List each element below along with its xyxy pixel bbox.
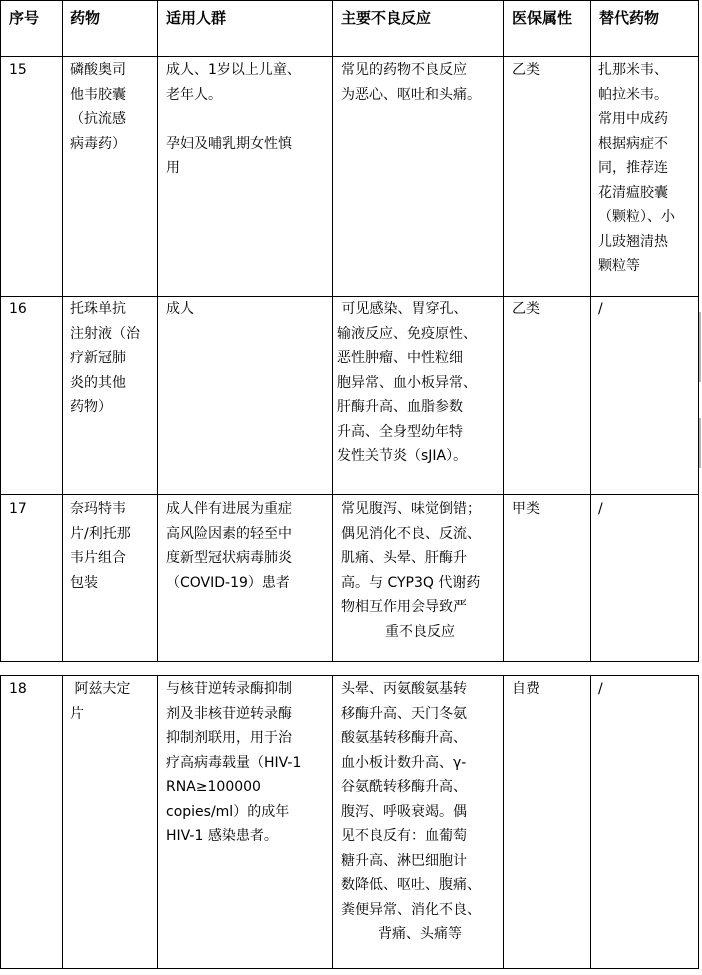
text-line: 胞异常、血小板异常、 bbox=[337, 374, 477, 391]
text-line: 抑制剂联用，用于治 bbox=[166, 730, 292, 746]
text-line: 阿兹夫定 bbox=[70, 681, 131, 697]
text-line: copies/ml）的成年 bbox=[166, 803, 290, 820]
text-line: （颗粒）、小 bbox=[598, 209, 675, 225]
adverse-reactions bbox=[341, 497, 499, 644]
text-line: 肌痛、头晕、肝酶升 bbox=[341, 550, 467, 566]
text-line: 移酶升高、天门冬氨 bbox=[341, 705, 467, 722]
text-line: 用 bbox=[166, 160, 180, 176]
header-alternative: 替代药物 bbox=[599, 9, 660, 27]
text-line: 剂及非核苷逆转录酶 bbox=[166, 705, 292, 722]
col-rule bbox=[332, 675, 333, 969]
rule-16 bbox=[0, 494, 698, 495]
text-line: 花清瘟胶囊 bbox=[598, 184, 668, 201]
drug-name bbox=[70, 677, 130, 726]
insurance-status: 乙类 bbox=[512, 62, 540, 78]
header-no: 序号 bbox=[9, 9, 40, 27]
drug-name bbox=[70, 497, 131, 595]
text-line: 奈玛特韦 bbox=[70, 501, 126, 517]
rule-bottom bbox=[0, 968, 698, 969]
col-rule bbox=[0, 0, 1, 662]
col-rule bbox=[332, 0, 333, 662]
text-line: 头晕、丙氨酸氨基转 bbox=[341, 681, 467, 697]
header-insurance: 医保属性 bbox=[512, 9, 573, 27]
text-line: 片/利托那 bbox=[70, 525, 131, 542]
text-line: 恶性肿瘤、中性粒细 bbox=[337, 350, 463, 366]
population bbox=[166, 677, 301, 849]
text-line bbox=[166, 107, 301, 132]
edge-mark bbox=[699, 312, 701, 382]
text-line: 谷氨酰转移酶升高、 bbox=[341, 779, 467, 795]
text-line: 同，推荐连 bbox=[598, 160, 668, 176]
text-line: 炎的其他 bbox=[70, 374, 126, 391]
text-line: 老年人。 bbox=[166, 86, 222, 103]
text-line: 酸氨基转移酶升高、 bbox=[341, 730, 467, 746]
text-line: （COVID-19）患者 bbox=[166, 574, 290, 591]
text-line: 疗新冠肺 bbox=[70, 350, 126, 366]
text-line: 输液反应、免疫原性、 bbox=[337, 325, 477, 342]
text-line: 常见腹泻、味觉倒错； bbox=[341, 501, 481, 517]
row-number: 15 bbox=[9, 62, 27, 78]
text-line: / bbox=[598, 681, 603, 697]
text-line: 孕妇及哺乳期女性慎 bbox=[166, 135, 292, 152]
text-line: / bbox=[598, 501, 603, 517]
rule-header bbox=[0, 56, 698, 57]
text-line: RNA≥100000 bbox=[166, 779, 261, 795]
text-line: 糖升高、淋巴细胞计 bbox=[341, 852, 467, 869]
insurance-status: 乙类 bbox=[512, 301, 540, 317]
text-line: HIV-1 感染患者。 bbox=[166, 828, 278, 844]
text-line: 见不良反有：血葡萄 bbox=[341, 828, 467, 844]
text-line: 为恶心、呕吐和头痛。 bbox=[341, 86, 481, 103]
text-line: 儿豉翘清热 bbox=[598, 233, 668, 250]
text-line: 包装 bbox=[70, 574, 98, 591]
header-adverse-reactions: 主要不良反应 bbox=[341, 9, 432, 27]
row-number: 16 bbox=[9, 301, 27, 317]
text-line: 药物） bbox=[70, 399, 112, 415]
population bbox=[166, 58, 301, 181]
drug-name bbox=[70, 297, 140, 420]
text-line: 磷酸奥司 bbox=[70, 62, 126, 78]
text-line: 高风险因素的轻至中 bbox=[166, 525, 292, 542]
col-rule bbox=[590, 675, 591, 969]
text-line: 疗高病毒载量（HIV-1 bbox=[166, 754, 302, 771]
population bbox=[166, 497, 292, 595]
alternative-drugs bbox=[598, 677, 603, 702]
text-line: 颗粒等 bbox=[598, 258, 640, 274]
text-line: （抗流感 bbox=[70, 111, 126, 127]
text-line: 根据病症不 bbox=[598, 135, 668, 152]
alternative-drugs bbox=[598, 58, 675, 279]
text-line: 成人 bbox=[166, 301, 194, 317]
text-line: 扎那米韦、 bbox=[598, 62, 668, 78]
col-rule bbox=[503, 0, 504, 662]
text-line: 他韦胶囊 bbox=[70, 86, 126, 103]
text-line: 度新型冠状病毒肺炎 bbox=[166, 550, 292, 566]
col-rule bbox=[590, 0, 591, 662]
insurance-status: 甲类 bbox=[512, 501, 540, 517]
adverse-reactions bbox=[341, 677, 499, 947]
text-line: 粪便异常、消化不良、 bbox=[341, 901, 481, 918]
alternative-drugs bbox=[598, 497, 603, 522]
text-line: 可见感染、胃穿孔、 bbox=[337, 301, 468, 317]
text-line: 注射液（治 bbox=[70, 325, 140, 342]
text-line: 腹泻、呼吸衰竭。偶 bbox=[341, 803, 467, 820]
rule-top bbox=[0, 0, 698, 1]
text-line: 帕拉米韦。 bbox=[598, 86, 668, 103]
col-rule bbox=[503, 675, 504, 969]
text-line: 与核苷逆转录酶抑制 bbox=[166, 681, 292, 697]
drug-name bbox=[70, 58, 126, 156]
alternative-drugs bbox=[598, 297, 603, 322]
col-rule bbox=[698, 675, 699, 969]
text-line: 背痛、头痛等 bbox=[378, 926, 462, 942]
col-rule bbox=[62, 675, 63, 969]
text-line: 发性关节炎（sJIA）。 bbox=[337, 448, 468, 464]
text-line: 高。与 CYP3Q 代谢药 bbox=[341, 574, 481, 591]
text-line: / bbox=[598, 301, 603, 317]
edge-mark bbox=[699, 418, 701, 468]
rule-17 bbox=[0, 661, 698, 662]
row-number: 18 bbox=[9, 681, 27, 697]
text-line: 成人伴有进展为重症 bbox=[166, 501, 292, 517]
adverse-reactions bbox=[337, 297, 477, 469]
row-number: 17 bbox=[9, 501, 27, 517]
text-line: 血小板计数升高、γ- bbox=[341, 754, 467, 771]
col-rule bbox=[157, 0, 158, 662]
text-line: 重不良反应 bbox=[385, 623, 455, 640]
col-rule bbox=[62, 0, 63, 662]
text-line: 数降低、呕吐、腹痛、 bbox=[341, 877, 481, 893]
text-line: 托珠单抗 bbox=[70, 301, 126, 317]
header-drug: 药物 bbox=[70, 9, 101, 27]
text-line: 成人、1岁以上儿童、 bbox=[166, 62, 301, 78]
header-population: 适用人群 bbox=[166, 9, 227, 27]
insurance-status: 自费 bbox=[512, 681, 540, 697]
adverse-reactions bbox=[341, 58, 481, 107]
text-line: 常见的药物不良反应 bbox=[341, 62, 467, 78]
text-line: 韦片组合 bbox=[70, 550, 126, 566]
text-line: 升高、全身型幼年特 bbox=[337, 423, 463, 440]
population bbox=[166, 297, 194, 322]
text-line: 常用中成药 bbox=[598, 111, 668, 127]
text-line: 片 bbox=[70, 705, 84, 722]
rule-18-top bbox=[0, 675, 698, 676]
text-line: 病毒药） bbox=[70, 135, 126, 152]
col-rule bbox=[0, 675, 1, 969]
text-line: 物相互作用会导致严 bbox=[341, 599, 467, 615]
text-line: 偶见消化不良、反流、 bbox=[341, 525, 481, 542]
text-line: 肝酶升高、血脂参数 bbox=[337, 399, 463, 415]
col-rule bbox=[157, 675, 158, 969]
